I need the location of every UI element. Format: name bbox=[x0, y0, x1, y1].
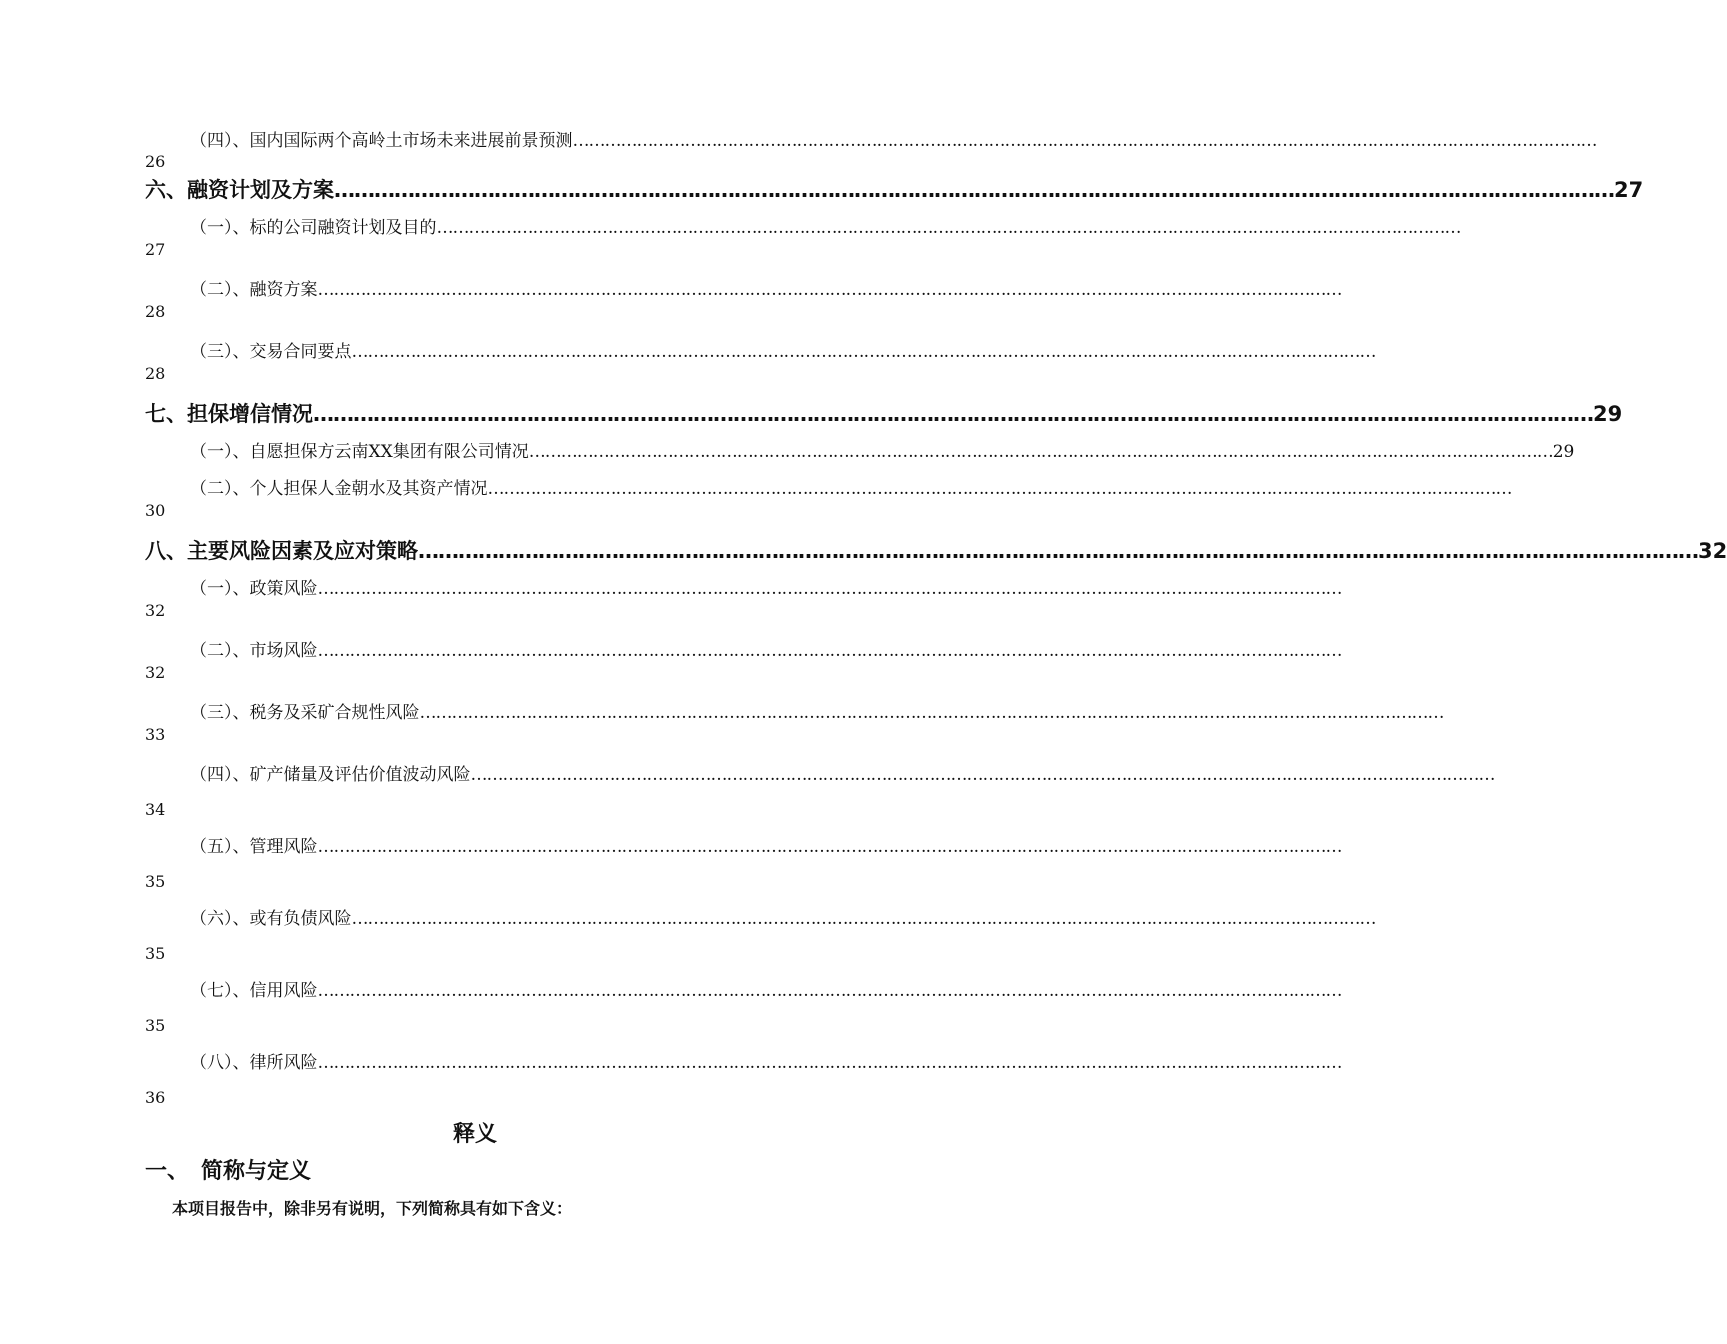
toc-leader-dots: ………………………………………………………………………………………………………………………………………………………………………… bbox=[317, 1053, 1342, 1073]
toc-entry-label: （五）、管理风险 bbox=[190, 837, 318, 857]
toc-entry-page-number: 35 bbox=[145, 944, 166, 963]
toc-leader-dots: ………………………………………………………………………………………………………………………………………………………………………… bbox=[317, 579, 1342, 599]
toc-leader-dots: ………………………………………………………………………………………………………………………………………………………………………… bbox=[418, 539, 1698, 563]
toc-entry-page-number: 32 bbox=[145, 663, 166, 682]
toc-leader-dots: ………………………………………………………………………………………………………………………………………………………………………… bbox=[572, 131, 1597, 151]
toc-entry-page-number: 32 bbox=[145, 601, 166, 620]
toc-entry-page-number: 35 bbox=[145, 872, 166, 891]
glossary-intro-text: 本项目报告中，除非另有说明，下列简称具有如下含义： bbox=[172, 1199, 573, 1218]
toc-entry-label: （二）、市场风险 bbox=[190, 641, 318, 661]
toc-entry-label: （二）、融资方案 bbox=[190, 280, 318, 300]
toc-entry-contract-points[interactable] bbox=[190, 337, 1376, 362]
toc-entry-credit-risk[interactable] bbox=[190, 976, 1342, 1001]
toc-leader-dots: ………………………………………………………………………………………………………………………………………………………………………… bbox=[470, 765, 1495, 785]
toc-entry-label: （三）、税务及采矿合规性风险 bbox=[190, 703, 420, 723]
toc-entry-market-risk[interactable] bbox=[190, 636, 1342, 661]
toc-section-risks[interactable] bbox=[145, 535, 1727, 565]
toc-entry-label: （六）、或有负债风险 bbox=[190, 909, 352, 929]
toc-leader-dots: ………………………………………………………………………………………………………………………………………………………………………… bbox=[334, 178, 1614, 202]
toc-section-page-number: 27 bbox=[1614, 178, 1644, 202]
toc-section-label: 八、主要风险因素及应对策略 bbox=[145, 539, 418, 563]
toc-section-page-number: 29 bbox=[1593, 402, 1623, 426]
toc-entry-label: （七）、信用风险 bbox=[190, 981, 318, 1001]
toc-entry-label: （一）、自愿担保方云南XX集团有限公司情况 bbox=[190, 442, 529, 462]
toc-entry-tax-mining-risk[interactable] bbox=[190, 698, 1444, 723]
toc-entry-page-number: 36 bbox=[145, 1088, 166, 1107]
toc-leader-dots: ………………………………………………………………………………………………………………………………………………………………………… bbox=[351, 342, 1376, 362]
toc-entry-page-number: 30 bbox=[145, 501, 166, 520]
toc-leader-dots: ………………………………………………………………………………………………………………………………………………………………………… bbox=[317, 280, 1342, 300]
toc-section-financing-plan[interactable] bbox=[145, 174, 1644, 204]
glossary-section-heading bbox=[145, 1154, 311, 1185]
toc-entry-label: （八）、律所风险 bbox=[190, 1053, 318, 1073]
toc-entry-label: （一）、标的公司融资计划及目的 bbox=[190, 218, 437, 238]
toc-entry-contingent-liability-risk[interactable] bbox=[190, 904, 1376, 929]
toc-section-label: 七、担保增信情况 bbox=[145, 402, 313, 426]
toc-entry-financing-scheme[interactable] bbox=[190, 275, 1342, 300]
toc-entry-management-risk[interactable] bbox=[190, 832, 1342, 857]
toc-entry-page-number: 27 bbox=[145, 240, 166, 259]
toc-leader-dots: ………………………………………………………………………………………………………………………………………………………………………… bbox=[528, 442, 1553, 462]
toc-leader-dots: ………………………………………………………………………………………………………………………………………………………………………… bbox=[436, 218, 1461, 238]
toc-leader-dots: ………………………………………………………………………………………………………………………………………………………………………… bbox=[313, 402, 1593, 426]
toc-section-label: 六、融资计划及方案 bbox=[145, 178, 334, 202]
section-title: 简称与定义 bbox=[201, 1159, 312, 1184]
toc-entry-label: （四）、矿产储量及评估价值波动风险 bbox=[190, 765, 471, 785]
toc-leader-dots: ………………………………………………………………………………………………………………………………………………………………………… bbox=[317, 837, 1342, 857]
toc-entry-market-forecast[interactable] bbox=[190, 126, 1597, 151]
toc-entry-page-number: 29 bbox=[1552, 442, 1575, 462]
toc-entry-page-number: 26 bbox=[145, 152, 166, 171]
toc-entry-page-number: 28 bbox=[145, 302, 166, 321]
toc-leader-dots: ………………………………………………………………………………………………………………………………………………………………………… bbox=[317, 641, 1342, 661]
toc-entry-personal-guarantor[interactable] bbox=[190, 474, 1512, 499]
toc-entry-page-number: 33 bbox=[145, 725, 166, 744]
toc-leader-dots: ………………………………………………………………………………………………………………………………………………………………………… bbox=[317, 981, 1342, 1001]
glossary-title: 释义 bbox=[452, 1122, 497, 1147]
toc-section-page-number: 32 bbox=[1698, 539, 1727, 563]
toc-entry-label: （二）、个人担保人金朝水及其资产情况 bbox=[190, 479, 488, 499]
toc-entry-page-number: 34 bbox=[145, 800, 166, 819]
toc-entry-reserve-valuation-risk[interactable] bbox=[190, 760, 1495, 785]
toc-leader-dots: ………………………………………………………………………………………………………………………………………………………………………… bbox=[419, 703, 1444, 723]
toc-entry-label: （三）、交易合同要点 bbox=[190, 342, 352, 362]
toc-entry-financing-purpose[interactable] bbox=[190, 213, 1461, 238]
toc-entry-label: （四）、国内国际两个高岭土市场未来进展前景预测 bbox=[190, 131, 573, 151]
toc-section-guarantee[interactable] bbox=[145, 398, 1623, 428]
toc-entry-group-guarantor[interactable] bbox=[190, 437, 1575, 462]
toc-entry-page-number: 28 bbox=[145, 364, 166, 383]
toc-leader-dots: ………………………………………………………………………………………………………………………………………………………………………… bbox=[487, 479, 1512, 499]
toc-entry-label: （一）、政策风险 bbox=[190, 579, 318, 599]
toc-leader-dots: ………………………………………………………………………………………………………………………………………………………………………… bbox=[351, 909, 1376, 929]
toc-entry-policy-risk[interactable] bbox=[190, 574, 1342, 599]
section-number: 一、 bbox=[145, 1159, 190, 1184]
toc-entry-page-number: 35 bbox=[145, 1016, 166, 1035]
toc-entry-law-firm-risk[interactable] bbox=[190, 1048, 1342, 1073]
